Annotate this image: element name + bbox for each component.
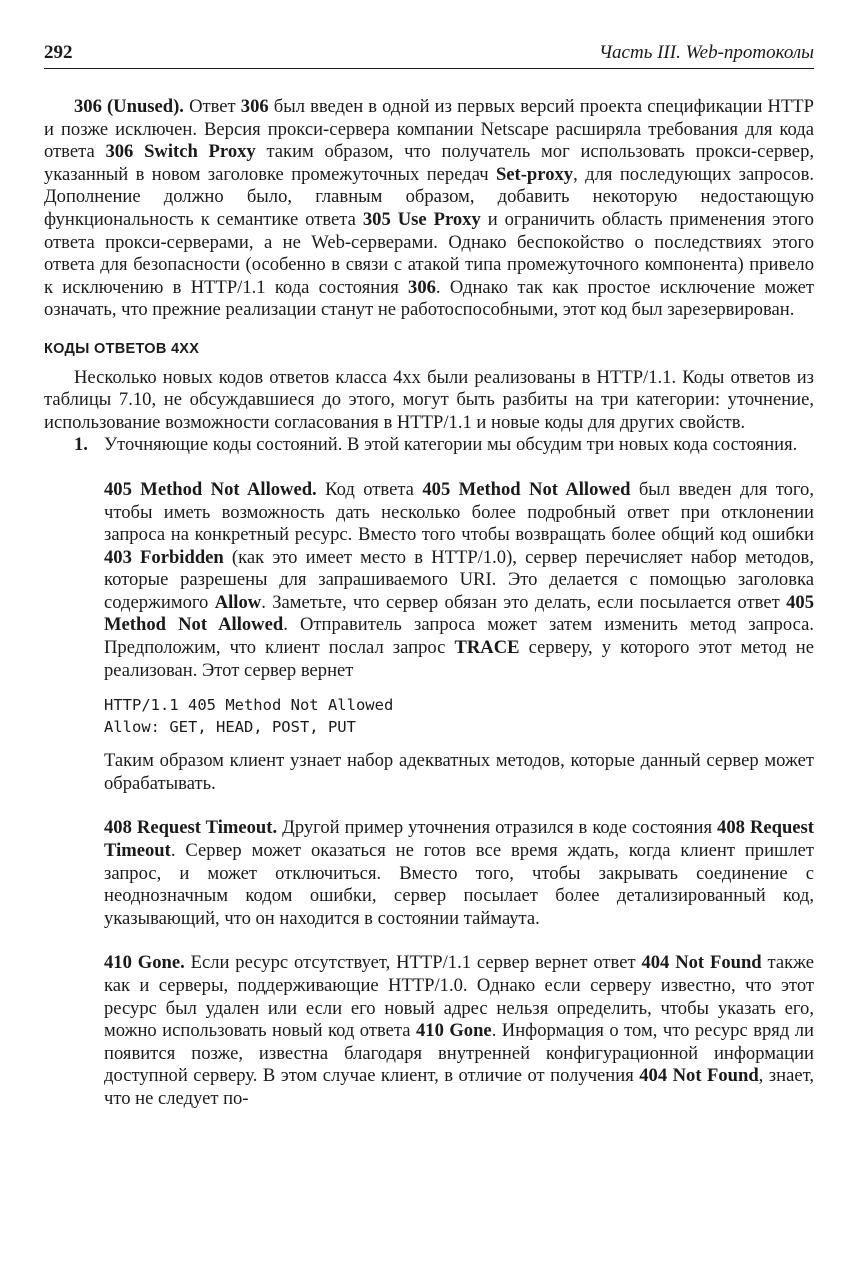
- paragraph-intro-4xx: Несколько новых кодов ответов класса 4xx были реализованы в HTTP/1.1. Коды ответов из таблицы 7.10, не обсуждавшиеся до этого, могут быть разбиты на три категории: уточнение, использование возможности согласования в HTTP/1.1 и новые коды для других свойств.: [44, 366, 814, 433]
- code-line: Allow: GET, HEAD, POST, PUT: [104, 718, 356, 737]
- term: 305 Use Proxy: [362, 208, 481, 230]
- term-410: 410 Gone.: [104, 952, 185, 974]
- subsection-410: [104, 952, 814, 1110]
- text-run: . Заметьте, что сервер обязан это делать, если посылается ответ: [261, 591, 787, 613]
- term: 403 Forbidden: [104, 546, 224, 568]
- paragraph-405-conclusion: Таким образом клиент узнает набор адекватных методов, которые данный сервер может обрабатывать.: [104, 750, 814, 794]
- list-number: 1.: [74, 434, 88, 456]
- text-run: . Информация о том, что ресурс вряд ли появится позже, известна благодаря внутренней конфигурационной информации доступной серверу. В этом случае клиент, в отличие от получения: [104, 1020, 814, 1087]
- term: 404 Not Found: [641, 952, 762, 974]
- text-run: , для последующих запросов. Дополнение должно было, главным образом, добавить некоторую недостающую функциональность к семантике ответа: [44, 163, 815, 230]
- paragraph-306-unused: [44, 96, 814, 322]
- text-run: также как и серверы, поддерживающие HTTP/1.0. Однако если серверу известно, что этот ресурс был удален или если его новый адрес нельзя определить, чтобы указать его, можно использовать новый код ответа: [104, 952, 814, 1042]
- text-run: Другой пример уточнения отразился в коде состояния: [277, 817, 718, 839]
- text-run: был введен для того, чтобы иметь возможность дать несколько более подробный ответ при отклонении запроса на конкретный ресурс. Вместо того чтобы возвращать более общий код ошибки: [104, 478, 814, 546]
- paragraph-410: [104, 952, 814, 1110]
- text-run: серверу, у которого этот метод не реализован. Этот сервер вернет: [104, 637, 815, 681]
- paragraph-405-after: [104, 750, 814, 795]
- term-405: 405 Method Not Allowed.: [104, 478, 317, 500]
- term: 404 Not Found: [639, 1065, 759, 1087]
- term: 405 Method Not Allowed: [104, 591, 814, 636]
- text-run: Если ресурс отсутствует, HTTP/1.1 сервер вернет ответ: [184, 952, 642, 974]
- term-306-unused: 306 (Unused).: [74, 96, 184, 117]
- text-run: . Сервер может оказаться не готов все время ждать, когда клиент пришлет запрос, и может отключиться. Вместо того, чтобы закрывать соединение с неоднозначным кодом ошибки, сервер посылает более детализированный код, указывающий, что он находится в состоянии таймаута.: [104, 840, 814, 929]
- text-run: , знает, что не следует по-: [104, 1065, 814, 1109]
- page-number: 292: [44, 42, 73, 63]
- subsection-405: [104, 479, 814, 682]
- term: 306 Switch Proxy: [105, 141, 256, 163]
- term: 306: [240, 96, 269, 117]
- term-408: 408 Request Timeout.: [104, 817, 278, 839]
- term: Allow: [214, 591, 262, 613]
- text-run: был введен в одной из первых версий проекта спецификации HTTP и позже исключен. Версия прокси-сервера компании Netscape расширяла требования для кода ответа: [44, 96, 815, 163]
- list-item-text: Уточняющие коды состояний. В этой категории мы обсудим три новых кода состояния.: [104, 434, 798, 456]
- text-run: (как это имеет место в HTTP/1.0), сервер перечисляет набор методов, которые разрешены для запрашиваемого URI. Это делается с помощью заголовка содержимого: [104, 546, 814, 613]
- term: 405 Method Not Allowed: [422, 478, 631, 500]
- code-line: HTTP/1.1 405 Method Not Allowed: [104, 696, 394, 715]
- code-block: [104, 694, 814, 738]
- text-run: таким образом, что получатель мог использовать прокси-сервер, указанный в новом заголовке промежуточных передач: [44, 141, 815, 185]
- term: Set-proxy: [495, 163, 574, 185]
- section-heading: КОДЫ ОТВЕТОВ 4XX: [44, 340, 200, 357]
- page-body: [44, 96, 814, 1111]
- text-run: . Отправитель запроса может затем изменить метод запроса. Предположим, что клиент послал запрос: [104, 614, 814, 659]
- term: 408 Request Timeout: [104, 817, 814, 862]
- list-item: [44, 434, 814, 457]
- text-run: и ограничить область применения этого ответа прокси-серверами, а не Web-серверами. Однако беспокойство о последствиях этого ответа для безопасности (особенно в связи с атакой типа промежуточного компонента) привело к исключению в HTTP/1.1 кода состояния: [44, 208, 814, 298]
- text-run: . Однако так как простое исключение может означать, что прежние реализации станут не работоспособными, этот код был зарезервирован.: [44, 276, 814, 321]
- term: TRACE: [454, 637, 520, 659]
- paragraph-408: [104, 817, 814, 930]
- running-title: Часть III. Web-протоколы: [598, 42, 814, 63]
- page-header: [44, 40, 814, 69]
- paragraph-405: [104, 479, 814, 682]
- text-run: Ответ: [183, 96, 241, 117]
- text-run: Код ответа: [316, 478, 423, 500]
- term: 306: [408, 276, 436, 298]
- term: 410 Gone: [415, 1020, 492, 1042]
- subsection-408: [104, 817, 814, 930]
